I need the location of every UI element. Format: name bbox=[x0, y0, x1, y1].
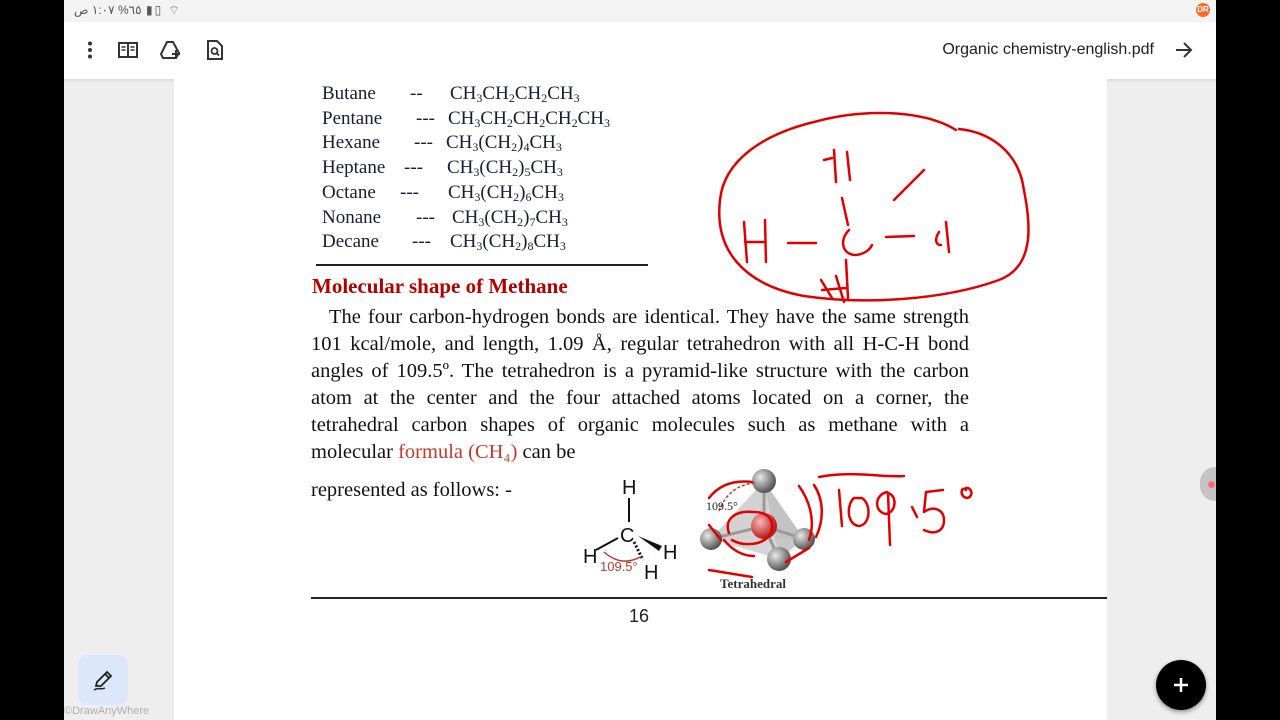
alkane-dashes: --- bbox=[404, 157, 423, 179]
hydrogen-bottom-label: H bbox=[644, 562, 659, 584]
alkane-name: Heptane bbox=[322, 157, 386, 179]
alkane-name: Nonane bbox=[322, 206, 382, 228]
alkane-dashes: --- bbox=[414, 132, 433, 154]
hydrogen-left-label: H bbox=[583, 546, 598, 568]
formula-highlight: formula (CH₄) bbox=[398, 441, 518, 463]
alkane-dashes: -- bbox=[410, 83, 423, 104]
alkane-name: Decane bbox=[322, 231, 379, 253]
alkane-formula: $CH_3CH_2CH_2CH_2CH_3$ bbox=[448, 107, 611, 130]
hydrogen-right-label: H bbox=[663, 542, 678, 564]
android-screen bbox=[64, 0, 1216, 720]
signal-icon: ▮▯ ⌔ bbox=[146, 3, 182, 17]
carbon-label: C bbox=[620, 525, 635, 547]
screen-recorder-icon[interactable]: DR bbox=[1196, 3, 1210, 17]
hydrogen-top-label: H bbox=[622, 477, 637, 499]
status-time: ١:٠٧ ص bbox=[74, 3, 115, 17]
document-title: Organic chemistry-english.pdf bbox=[942, 41, 1154, 58]
alkane-formula: $CH_3(CH_2)_7CH_3$ bbox=[452, 206, 568, 229]
pen-icon bbox=[92, 669, 114, 691]
alkane-dashes: --- bbox=[416, 107, 435, 129]
alkane-dashes: --- bbox=[400, 181, 419, 203]
alkane-name: Octane bbox=[322, 181, 376, 203]
handwritten-annotations bbox=[64, 0, 1216, 720]
paragraph-tail: can be bbox=[517, 441, 576, 463]
bond-angle-label: 109.5° bbox=[600, 559, 638, 574]
alkane-name: Pentane bbox=[322, 107, 383, 129]
alkane-formula: $CH_3CH_2CH_2CH_3$ bbox=[450, 83, 580, 105]
page-number: 16 bbox=[629, 606, 650, 626]
status-battery: %٦٥ bbox=[118, 3, 142, 17]
alkane-formula: $CH_3(CH_2)_6CH_3$ bbox=[448, 181, 564, 204]
plus-icon bbox=[1172, 676, 1190, 694]
paragraph-text: The four carbon-hydrogen bonds are identical. They have the same strength 101 kcal/mole, and length, 1.09 Å, regular tetrahedron with all H-C-H bond angles of 109.5º. The tetrahedron is a pyramid-like structure with the carbon atom at the center and the four attached atoms located on a corner, the tetrahedral carbon shapes of organic molecules such as methane with a molecular bbox=[311, 306, 969, 463]
alkane-name: Butane bbox=[322, 83, 376, 104]
alkane-formula: $CH_3(CH_2)_8CH_3$ bbox=[450, 231, 566, 254]
alkane-dashes: --- bbox=[412, 231, 431, 253]
watermark: ©DrawAnyWhere bbox=[64, 705, 150, 717]
model-angle-label: 109.5° bbox=[706, 499, 738, 513]
add-button[interactable] bbox=[1156, 660, 1206, 710]
model-caption: Tetrahedral bbox=[720, 576, 786, 591]
alkane-dashes: --- bbox=[416, 206, 435, 228]
alkane-formula: $CH_3(CH_2)_4CH_3$ bbox=[446, 132, 562, 155]
section-heading: Molecular shape of Methane bbox=[312, 274, 568, 298]
draw-anywhere-button[interactable] bbox=[78, 655, 128, 705]
alkane-name: Hexane bbox=[322, 132, 381, 154]
alkane-formula: $CH_3(CH_2)_5CH_3$ bbox=[447, 157, 563, 180]
paragraph-last-line: represented as follows: - bbox=[311, 479, 512, 501]
